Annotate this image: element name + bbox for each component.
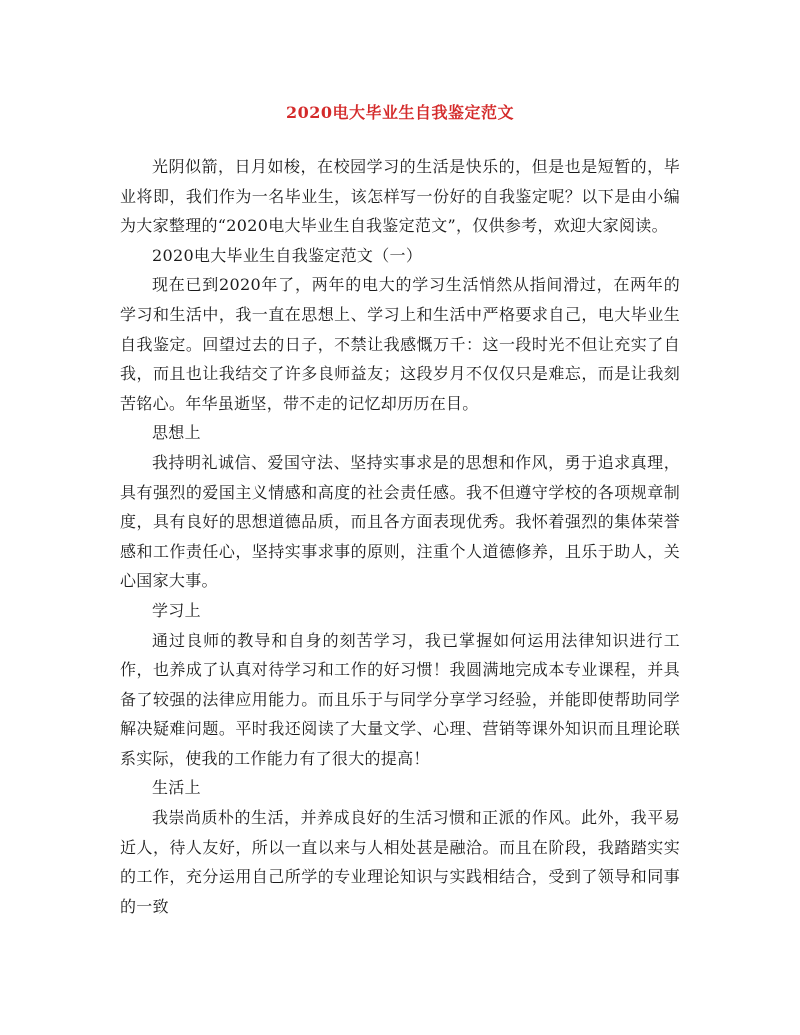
thought-paragraph: 我持明礼诚信、爱国守法、坚持实事求是的思想和作风，勇于追求真理，具有强烈的爱国主义情感和高度的社会责任感。我不但遵守学校的各项规章制度，具有良好的思想道德品质，而且各方面表现优秀。我怀着强烈的集体荣誉感和工作责任心，坚持实事求事的原则，注重个人道德修养，且乐于助人，关心国家大事。 — [120, 452, 680, 591]
study-paragraph: 通过良师的教导和自身的刻苦学习，我已掌握如何运用法律知识进行工作，也养成了认真对待学习和工作的好习惯！我圆满地完成本专业课程，并具备了较强的法律应用能力。而且乐于与同学分享学习经验，并能即使帮助同学解决疑难问题。平时我还阅读了大量文学、心理、营销等课外知识而且理论联系实际，使我的工作能力有了很大的提高！ — [120, 630, 680, 768]
section-title: 2020电大毕业生自我鉴定范文（一） — [152, 245, 423, 265]
life-heading: 生活上 — [152, 778, 201, 798]
thought-heading: 思想上 — [152, 423, 201, 443]
intro-paragraph: 光阴似箭，日月如梭，在校园学习的生活是快乐的，但是也是短暂的，毕业将即，我们作为一名毕业生，该怎样写一份好的自我鉴定呢？以下是由小编为大家整理的“2020电大毕业生自我鉴定范文”，仅供参考，欢迎大家阅读。 — [120, 157, 680, 236]
document-body — [120, 152, 680, 921]
document-title: 2020电大毕业生自我鉴定范文 — [285, 103, 515, 122]
life-paragraph: 我崇尚质朴的生活，并养成良好的生活习惯和正派的作风。此外，我平易近人，待人友好，所以一直以来与人相处甚是融洽。而且在阶段，我踏踏实实的工作，充分运用自己所学的专业理论知识与实践相结合，受到了领导和同事的一致 — [120, 808, 680, 916]
opening-paragraph: 现在已到2020年了，两年的电大的学习生活悄然从指间滑过，在两年的学习和生活中，我一直在思想上、学习上和生活中严格要求自己，电大毕业生自我鉴定。回望过去的日子，不禁让我感慨万千：这一段时光不但让充实了自我，而且也让我结交了许多良师益友；这段岁月不仅仅只是难忘，而是让我刻苦铭心。年华虽逝坚，带不走的记忆却历历在目。 — [120, 275, 680, 413]
study-heading: 学习上 — [152, 600, 201, 620]
